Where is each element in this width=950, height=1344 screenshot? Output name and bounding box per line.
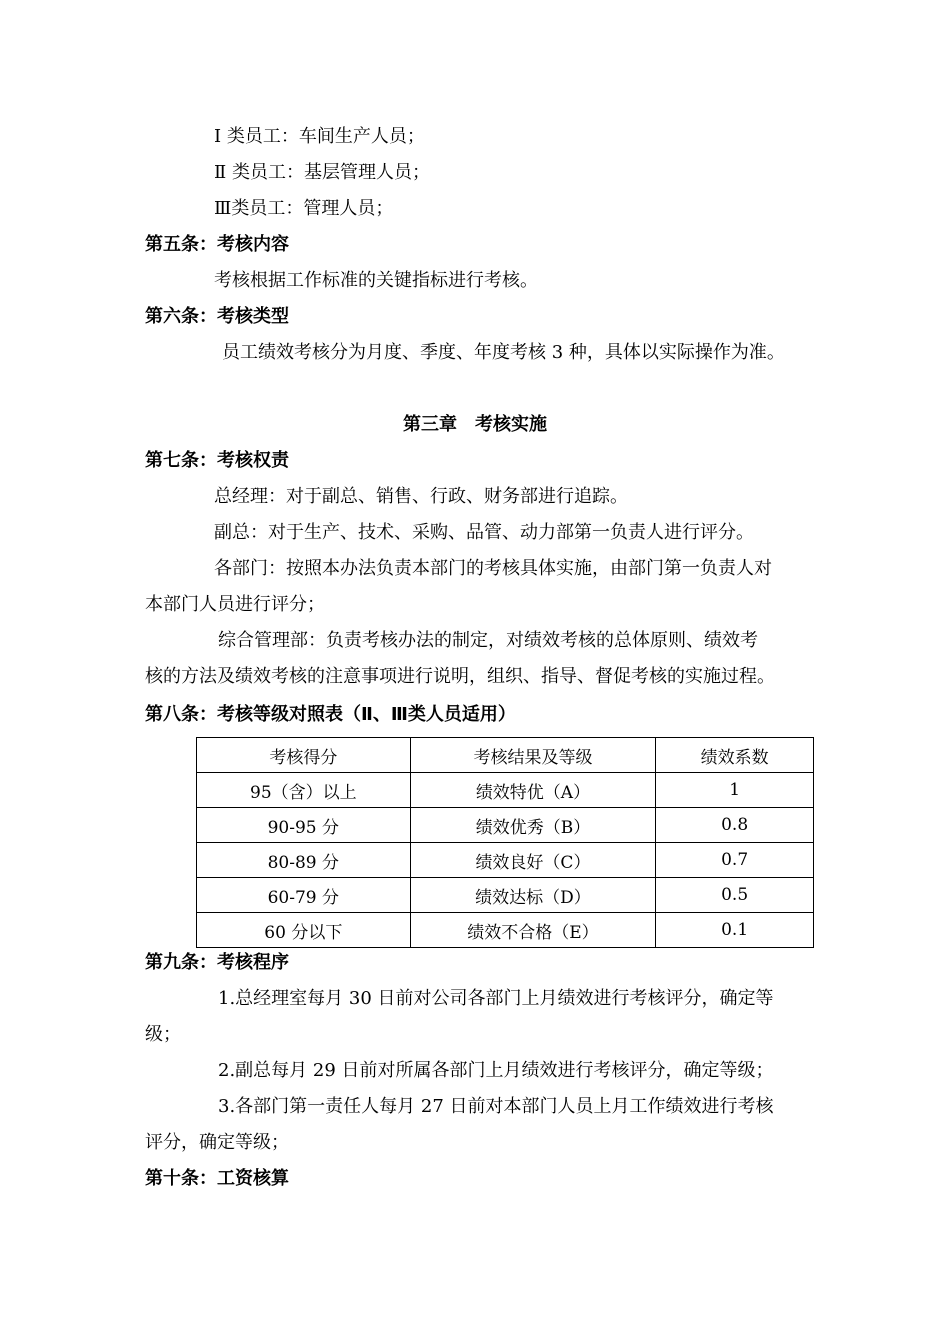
article9-line-3: 2.副总每月 29 日前对所属各部门上月绩效进行考核评分，确定等级； <box>218 1060 774 1081</box>
table-cell: 0.5 <box>656 878 814 913</box>
table-row <box>197 808 814 843</box>
table-cell: 0.1 <box>656 913 814 948</box>
table-row <box>197 773 814 808</box>
category-line-1: Ⅰ 类员工：车间生产人员； <box>214 126 425 147</box>
article7-line-6: 核的方法及绩效考核的注意事项进行说明，组织、指导、督促考核的实施过程。 <box>145 666 775 687</box>
table-cell: 绩效达标（D） <box>410 878 656 913</box>
article7-line-2: 副总：对于生产、技术、采购、品管、动力部第一负责人进行评分。 <box>214 522 754 543</box>
table-cell: 绩效特优（A） <box>410 773 656 808</box>
table-cell: 95（含）以上 <box>197 773 411 808</box>
table-header-cell: 绩效系数 <box>656 738 814 773</box>
table-row <box>197 878 814 913</box>
table-cell: 90-95 分 <box>197 808 411 843</box>
article9-line-5: 评分，确定等级； <box>145 1132 289 1153</box>
article9-line-4: 3.各部门第一责任人每月 27 日前对本部门人员上月工作绩效进行考核 <box>218 1096 774 1117</box>
article7-line-5: 综合管理部：负责考核办法的制定，对绩效考核的总体原则、绩效考 <box>218 630 758 651</box>
article7-line-4: 本部门人员进行评分； <box>145 594 325 615</box>
table-cell: 0.8 <box>656 808 814 843</box>
article7-line-1: 总经理：对于副总、销售、行政、财务部进行追踪。 <box>214 486 628 507</box>
table-cell: 绩效良好（C） <box>410 843 656 878</box>
category-line-3: Ⅲ类员工：管理人员； <box>214 198 394 219</box>
article5-title: 第五条：考核内容 <box>145 234 289 255</box>
article9-title: 第九条：考核程序 <box>145 952 289 973</box>
table-cell: 60-79 分 <box>197 878 411 913</box>
category-line-2: Ⅱ 类员工：基层管理人员； <box>214 162 430 183</box>
article6-body: 员工绩效考核分为月度、季度、年度考核 3 种，具体以实际操作为准。 <box>222 342 785 363</box>
chapter3-heading: 第三章 考核实施 <box>403 414 547 435</box>
article5-body: 考核根据工作标准的关键指标进行考核。 <box>214 270 538 291</box>
table-cell: 80-89 分 <box>197 843 411 878</box>
grade-table <box>196 737 814 948</box>
article9-line-2: 级； <box>145 1024 181 1045</box>
table-row <box>197 913 814 948</box>
article9-line-1: 1.总经理室每月 30 日前对公司各部门上月绩效进行考核评分，确定等 <box>218 988 774 1009</box>
table-row <box>197 843 814 878</box>
table-cell: 绩效优秀（B） <box>410 808 656 843</box>
article7-line-3: 各部门：按照本办法负责本部门的考核具体实施，由部门第一负责人对 <box>214 558 772 579</box>
article10-title: 第十条：工资核算 <box>145 1168 289 1189</box>
article7-title: 第七条：考核权责 <box>145 450 289 471</box>
article8-title: 第八条：考核等级对照表（Ⅱ、Ⅲ类人员适用） <box>145 704 516 725</box>
table-cell: 1 <box>656 773 814 808</box>
table-header-row <box>197 738 814 773</box>
table-cell: 0.7 <box>656 843 814 878</box>
table-cell: 绩效不合格（E） <box>410 913 656 948</box>
table-header-cell: 考核结果及等级 <box>410 738 656 773</box>
table-header-cell: 考核得分 <box>197 738 411 773</box>
table-cell: 60 分以下 <box>197 913 411 948</box>
article6-title: 第六条：考核类型 <box>145 306 289 327</box>
